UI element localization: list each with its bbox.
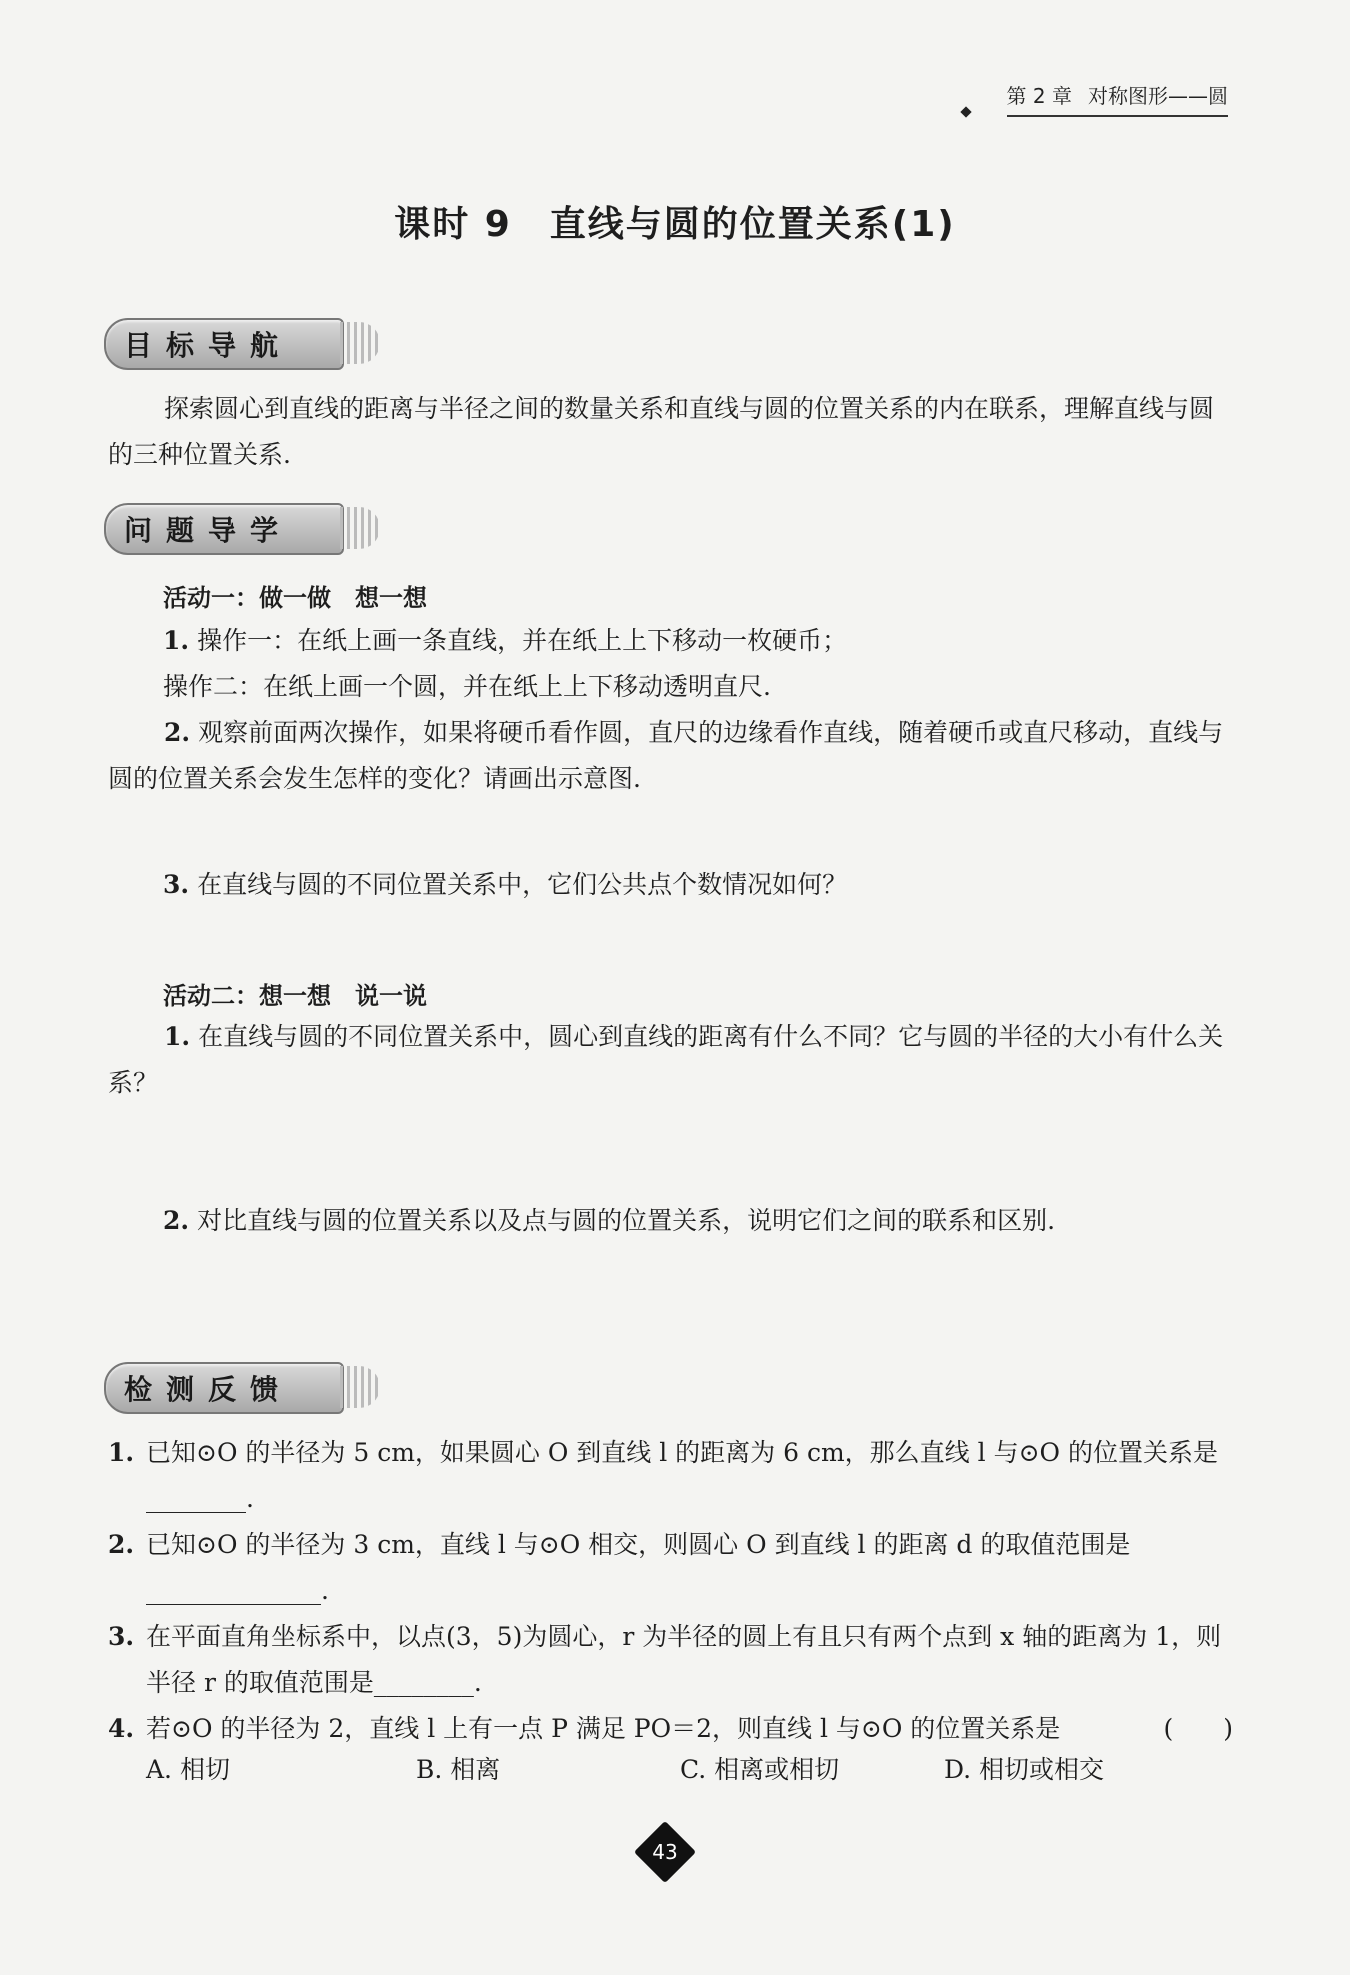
activity2-heading: 活动二：想一想 说一说: [163, 982, 427, 1010]
activity1-q2-text: 观察前面两次操作，如果将硬币看作圆，直尺的边缘看作直线，随着硬币或直尺移动，直线与圆的位置关系会发生怎样的变化？请画出示意图.: [108, 718, 1224, 793]
question-text: 已知⊙O 的半径为 3 cm，直线 l 与⊙O 相交，则圆心 O 到直线 l 的距离 d 的取值范围是______________.: [146, 1530, 1131, 1605]
question-4-text: 若⊙O 的半径为 2，直线 l 上有一点 P 满足 PO＝2，则直线 l 与⊙O 的位置关系是: [146, 1714, 1061, 1743]
chapter-number: 第 2 章: [1006, 84, 1072, 108]
check-question-3: [108, 1614, 1233, 1706]
check-question-1: [108, 1430, 1233, 1522]
section-badge-guide: 问题导学: [104, 503, 344, 555]
question-number: 3.: [108, 1622, 135, 1651]
activity2-q2-text: 对比直线与圆的位置关系以及点与圆的位置关系，说明它们之间的联系和区别.: [197, 1206, 1056, 1235]
choice-a: A. 相切: [146, 1755, 230, 1784]
activity2-q2: [163, 1198, 1233, 1244]
section-badge-goal: 目标导航: [104, 318, 344, 370]
question-number: 3.: [163, 870, 190, 899]
goal-text: 探索圆心到直线的距离与半径之间的数量关系和直线与圆的位置关系的内在联系，理解直线与圆的三种位置关系.: [108, 394, 1215, 469]
answer-paren: ( ): [1163, 1714, 1233, 1743]
page-number: 43: [652, 1840, 678, 1864]
question-number: 2.: [108, 1530, 135, 1559]
choice-d: D. 相切或相交: [944, 1755, 1105, 1784]
question-number: 4.: [108, 1714, 135, 1743]
check-question-2: [108, 1522, 1233, 1614]
activity1-q1-a: 操作一：在纸上画一条直线，并在纸上上下移动一枚硬币；: [197, 626, 848, 655]
check-question-4: [108, 1706, 1233, 1752]
choice-list: [146, 1750, 1196, 1786]
activity1-q2: [108, 710, 1233, 802]
choice-b: B. 相离: [416, 1755, 501, 1784]
activity1-q3: [163, 862, 1233, 908]
choice-c: C. 相离或相切: [680, 1755, 840, 1784]
header-diamond-icon: [960, 106, 971, 117]
question-number: 1.: [163, 626, 190, 655]
activity1-q1: [163, 618, 1233, 664]
section-badge-check: 检测反馈: [104, 1362, 344, 1414]
activity1-q1-b: 操作二：在纸上画一个圆，并在纸上上下移动透明直尺.: [163, 672, 771, 701]
question-number: 2.: [163, 1206, 190, 1235]
question-number: 2.: [164, 718, 191, 747]
question-number: 1.: [164, 1022, 191, 1051]
activity1-q3-text: 在直线与圆的不同位置关系中，它们公共点个数情况如何？: [197, 870, 848, 899]
activity1-heading: 活动一：做一做 想一想: [163, 584, 427, 612]
chapter-header: [1007, 80, 1228, 117]
question-number: 1.: [108, 1438, 135, 1467]
question-text: [108, 1706, 1233, 1752]
chapter-title: 对称图形——圆: [1088, 84, 1228, 108]
lesson-title: 课时 9 直线与圆的位置关系(1): [394, 204, 956, 245]
question-text: 在平面直角坐标系中，以点(3，5)为圆心，r 为半径的圆上有且只有两个点到 x 轴的距离为 1，则半径 r 的取值范围是________.: [146, 1622, 1222, 1697]
activity2-q1: [108, 1014, 1233, 1106]
activity2-q1-text: 在直线与圆的不同位置关系中，圆心到直线的距离有什么不同？它与圆的半径的大小有什么关系？: [108, 1022, 1224, 1097]
question-text: 已知⊙O 的半径为 5 cm，如果圆心 O 到直线 l 的距离为 6 cm，那么直线 l 与⊙O 的位置关系是________.: [146, 1438, 1218, 1513]
